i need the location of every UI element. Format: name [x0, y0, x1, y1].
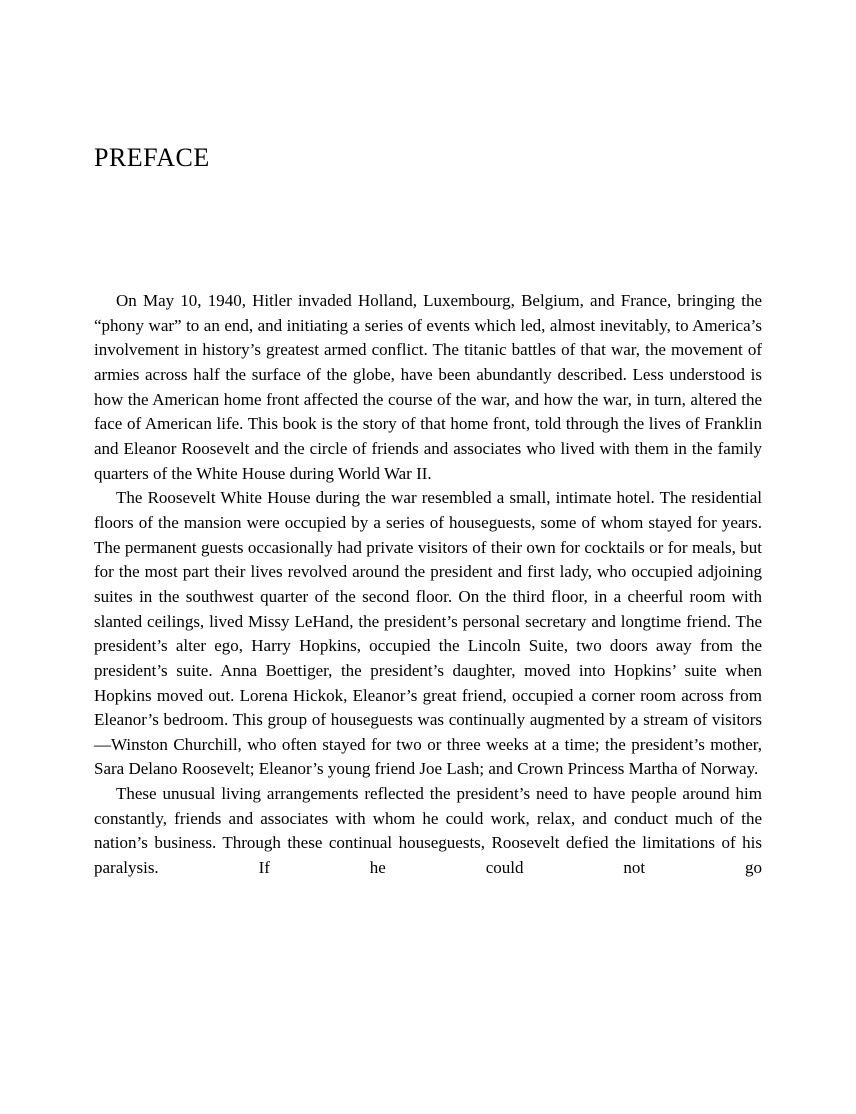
paragraph: These unusual living arrangements reflected the president’s need to have people around him constantly, friends and associates with whom he could work, relax, and conduct much of the nation’s business. Through these continual houseguests, Roosevelt defied the limitations of his paralysis. If he could not go	[94, 784, 762, 878]
page-title: PREFACE	[94, 143, 210, 172]
paragraph: The Roosevelt White House during the war resembled a small, intimate hotel. The residential floors of the mansion were occupied by a series of houseguests, some of whom stayed for years. The permanent guests occasionally had private visitors of their own for cocktails or for meals, but for the most part their lives revolved around the president and first lady, who occupied adjoining suites in the southwest quarter of the second floor. On the third floor, in a cheerful room with slanted ceilings, lived Missy LeHand, the president’s personal secretary and longtime friend. The president’s alter ego, Harry Hopkins, occupied the Lincoln Suite, two doors away from the president’s suite. Anna Boettiger, the president’s daughter, moved into Hopkins’ suite when Hopkins moved out. Lorena Hickok, Eleanor’s great friend, occupied a corner room across from Eleanor’s bedroom. This group of houseguests was continually augmented by a stream of visitors—Winston Churchill, who often stayed for two or three weeks at a time; the president’s mother, Sara Delano Roosevelt; Eleanor’s young friend Joe Lash; and Crown Princess Martha of Norway.	[94, 488, 762, 779]
paragraph: On May 10, 1940, Hitler invaded Holland, Luxembourg, Belgium, and France, bringing the “phony war” to an end, and initiating a series of events which led, almost inevitably, to America’s involvement in history’s greatest armed conflict. The titanic battles of that war, the movement of armies across half the surface of the globe, have been abundantly described. Less understood is how the American home front affected the course of the war, and how the war, in turn, altered the face of American life. This book is the story of that home front, told through the lives of Franklin and Eleanor Roosevelt and the circle of friends and associates who lived with them in the family quarters of the White House during World War II.	[94, 291, 762, 483]
preface-body	[94, 289, 762, 881]
